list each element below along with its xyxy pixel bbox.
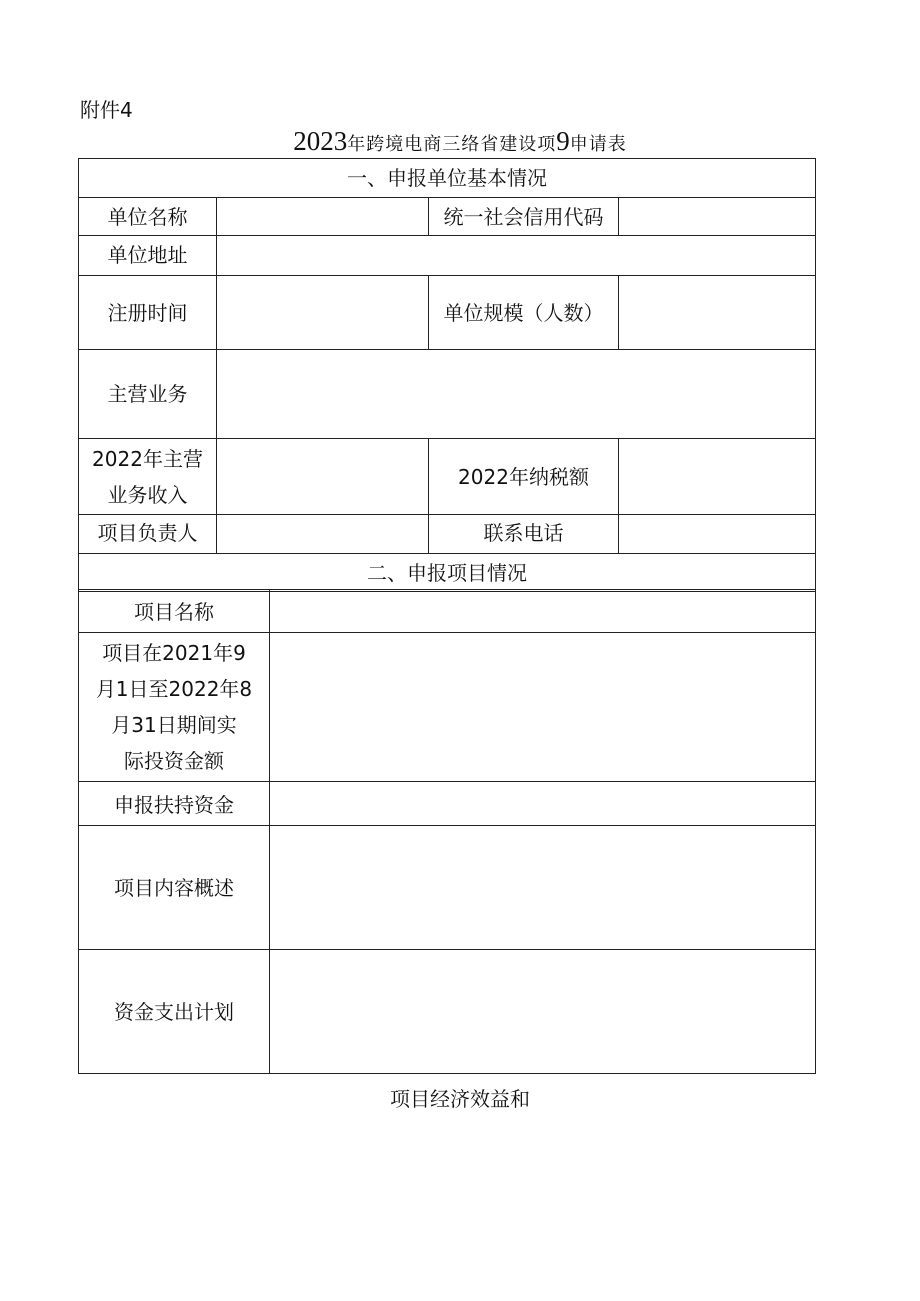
address-label: 单位地址 [79,236,217,276]
scale-label: 单位规模（人数） [429,276,619,350]
tax-label: 2022年纳税额 [429,439,619,515]
investment-label-line1: 项目在2021年9 [102,641,246,665]
project-info-table [78,589,816,1074]
phone-field[interactable] [619,515,816,554]
project-lead-label: 项目负责人 [79,515,217,554]
credit-code-field[interactable] [619,198,816,236]
project-name-label: 项目名称 [79,590,270,633]
unit-name-label: 单位名称 [79,198,217,236]
spending-plan-label: 资金支出计划 [79,950,270,1074]
investment-label-line3: 月31日期间实 [111,713,237,737]
investment-label [79,633,270,782]
content-summary-label: 项目内容概述 [79,826,270,950]
unit-info-table [78,158,816,592]
revenue-field[interactable] [217,439,429,515]
investment-label-line2: 月1日至2022年8 [95,677,253,701]
section2-heading: 二、申报项目情况 [79,554,816,592]
revenue-label-line1: 2022年主营 [92,446,203,471]
phone-label: 联系电话 [429,515,619,554]
section1-heading: 一、申报单位基本情况 [79,159,816,198]
credit-code-label: 统一社会信用代码 [429,198,619,236]
main-business-label: 主营业务 [79,350,217,439]
economic-benefit-label: 项目经济效益和 [390,1087,530,1111]
title-middle: 年跨境电商三络省建设项 [347,134,557,155]
attachment-label: 附件4 [80,98,133,122]
investment-field[interactable] [270,633,816,782]
revenue-label [79,439,217,515]
project-lead-field[interactable] [217,515,429,554]
revenue-label-line2: 业务收入 [107,482,188,507]
title-year: 2023 [293,126,348,156]
support-funds-label: 申报扶持资金 [79,782,270,826]
address-field[interactable] [217,236,816,276]
content-summary-field[interactable] [270,826,816,950]
main-business-field[interactable] [217,350,816,439]
form-title [0,126,920,157]
unit-name-field[interactable] [217,198,429,236]
reg-time-field[interactable] [217,276,429,350]
support-funds-field[interactable] [270,782,816,826]
investment-label-line4: 际投资金额 [124,749,224,773]
spending-plan-field[interactable] [270,950,816,1074]
scale-field[interactable] [619,276,816,350]
project-name-field[interactable] [270,590,816,633]
title-end: 申请表 [569,134,627,155]
title-nine: 9 [556,126,570,156]
tax-field[interactable] [619,439,816,515]
reg-time-label: 注册时间 [79,276,217,350]
